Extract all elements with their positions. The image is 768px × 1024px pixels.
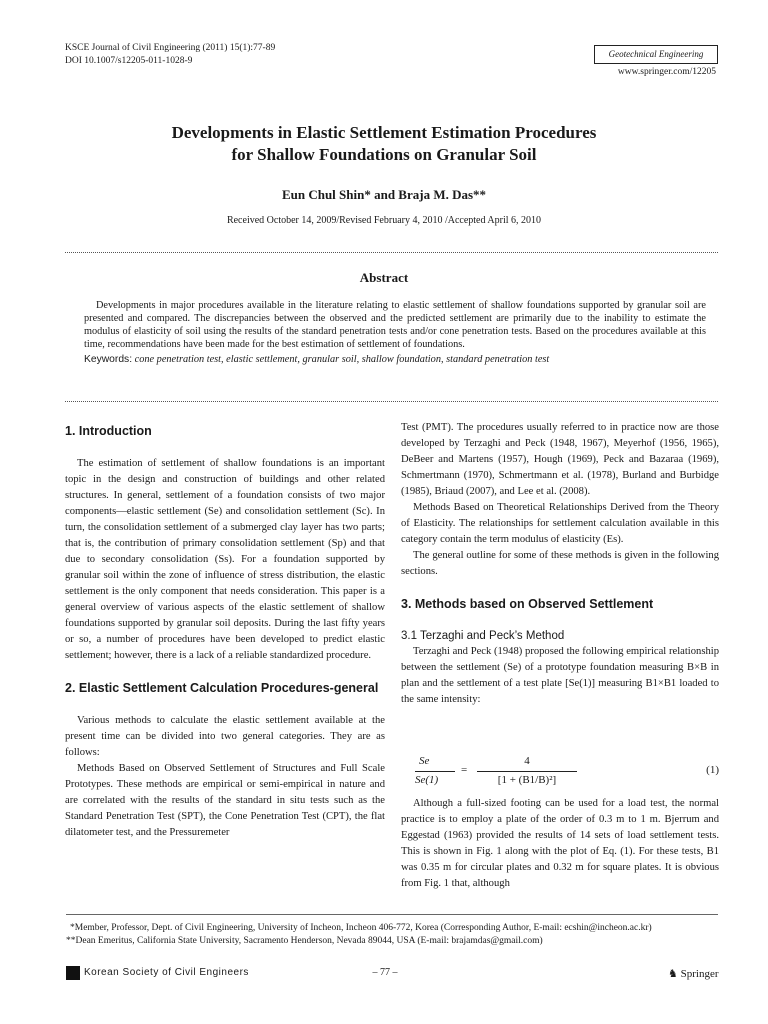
society-name: Korean Society of Civil Engineers (84, 967, 249, 978)
section-2-paragraph-2: Methods Based on Observed Settlement of Structures and Full Scale Prototypes. These methods are empirical or semi-empirical in nature and are correlated with the results of the standard in situ tests such as the Standard Penetration Test (SPT), the Cone Penetration Test (CPT), the flat dilatometer test, and the Pressuremeter (65, 763, 385, 838)
keywords-label: Keywords: (84, 354, 133, 365)
section-tag: Geotechnical Engineering (594, 45, 718, 64)
abstract-heading: Abstract (359, 270, 409, 285)
equation-number: (1) (706, 764, 719, 776)
keywords (84, 353, 706, 366)
title-line-1: Developments in Elastic Settlement Estimation Procedures (171, 123, 597, 142)
divider-bottom (65, 401, 718, 402)
equation-rhs-denominator: [1 + (B1/B)²] (497, 774, 557, 786)
paper-title (60, 122, 708, 166)
publisher-name: Springer (680, 968, 719, 980)
abstract-text: Developments in major procedures available in the literature relating to elastic settlement of shallow foundations supported by granular soil are presented and compared. The discrepancies between the observed and the predicted settlement are primarily due to the inability to estimate the modulus of elasticity of soil using the results of the standard penetration tests and/or cone penetration tests. Based on the procedures available at this time, recommendations have been made for the best estimation of settlement of foundations. (84, 300, 706, 350)
section-3-1-heading: 3.1 Terzaghi and Peck’s Method (401, 630, 565, 642)
equation-rhs-bar (477, 771, 577, 772)
abstract (84, 299, 706, 366)
keywords-list: cone penetration test, elastic settlement, granular soil, shallow foundation, standard penetration test (134, 354, 550, 365)
springer-horse-icon: ♞ (668, 968, 678, 980)
publisher (668, 967, 719, 980)
received-dates: Received October 14, 2009/Revised February 4, 2010 /Accepted April 6, 2010 (226, 215, 542, 226)
equation-1 (401, 753, 719, 791)
footnotes (66, 922, 718, 948)
equation-rhs-numerator: 4 (524, 755, 530, 767)
journal-header (65, 42, 275, 68)
authors: Eun Chul Shin* and Braja M. Das** (281, 187, 487, 202)
column-2-paragraph-1: Test (PMT). The procedures usually referred to in practice now are those developed by Terzaghi and Peck (1948, 1967), Meyerhof (1956, 1965), DeBeer and Martens (1957), Hough (1969), Peck and Bazaraa (1969), Schmertmann (1970), Schmertmann et al. (1978), Burland and Burbidge (1985), Briaud (2007), and Lee et al. (2008). (401, 422, 719, 497)
section-3-1-paragraph-2: Although a full-sized footing can be used for a load test, the normal practice is to employ a plate of the order of 0.3 m to 1 m. Bjerrum and Eggestad (1963) provided the results of 14 sets of load settlement tests. This is shown in Fig. 1 along with the plot of Eq. (1). For these tests, B1 was 0.35 m for circular plates and 0.32 m for square plates. It is obvious from Fig. 1 that, although (401, 798, 719, 889)
footnote-rule (66, 914, 718, 915)
section-1-text: The estimation of settlement of shallow foundations is an important topic in the design and construction of buildings and other related structures. In general, settlement of a foundation consists of two major components—elastic settlement (Se) and consolidation settlement (Sc). In turn, the consolidation settlement of a submerged clay layer has two parts; that is, the contribution of primary consolidation settlement (Sp) and that due to secondary consolidation (Ss). For a foundation supported by granular soil within the zone of influence of stress distribution, the elastic settlement is the only component that needs consideration. This paper is a general overview of various aspects of the elastic settlement of shallow foundations supported by granular soil deposits. During the last fifty years or so, a number of procedures have been developed to predict elastic settlement; however, there is a lack of a reliable standardized procedure. (65, 458, 385, 661)
doi: DOI 10.1007/s12205-011-1028-9 (65, 56, 193, 66)
section-3-heading: 3. Methods based on Observed Settlement (401, 597, 654, 611)
section-2-heading: 2. Elastic Settlement Calculation Procedures-general (65, 681, 379, 695)
journal-url[interactable]: www.springer.com/12205 (617, 67, 716, 77)
ksce-logo-icon (66, 966, 80, 980)
divider-top (65, 252, 718, 253)
column-right (401, 420, 719, 708)
equation-equals: = (461, 764, 468, 776)
title-line-2: for Shallow Foundations on Granular Soil (231, 145, 537, 164)
section-1-heading: 1. Introduction (65, 424, 152, 438)
footnote-1: *Member, Professor, Dept. of Civil Engineering, University of Incheon, Incheon 406-772, Korea (Corresponding Author, E-mail: ecshin@incheon.ac.kr) (70, 923, 652, 933)
footnote-2: **Dean Emeritus, California State University, Sacramento Henderson, Nevada 89044, USA (E-mail: brajamdas@gmail.com) (66, 936, 543, 946)
equation-lhs-numerator: Se (419, 755, 430, 767)
column-2-paragraph-2: Methods Based on Theoretical Relationships Derived from the Theory of Elasticity. The relationships for settlement calculation available in this category contain the term modulus of elasticity (Es). (401, 502, 719, 545)
column-right-continued (401, 796, 719, 892)
page-number: – 77 – (372, 967, 398, 978)
section-2-paragraph-1: Various methods to calculate the elastic settlement available at the present time can be divided into two general categories. They are as follows: (65, 715, 385, 758)
equation-lhs-denominator: Se(1) (415, 774, 439, 786)
column-2-paragraph-3: The general outline for some of these methods is given in the following sections. (401, 550, 719, 577)
column-left (65, 423, 385, 841)
journal-citation: KSCE Journal of Civil Engineering (2011) 15(1):77-89 (65, 43, 276, 53)
equation-lhs-bar (415, 771, 455, 772)
section-3-1-paragraph-1: Terzaghi and Peck (1948) proposed the following empirical relationship between the settlement (Se) of a prototype foundation measuring B×B in plan and the settlement of a test plate [Se(1)] measuring B1×B1 loaded to the same intensity: (401, 646, 719, 705)
